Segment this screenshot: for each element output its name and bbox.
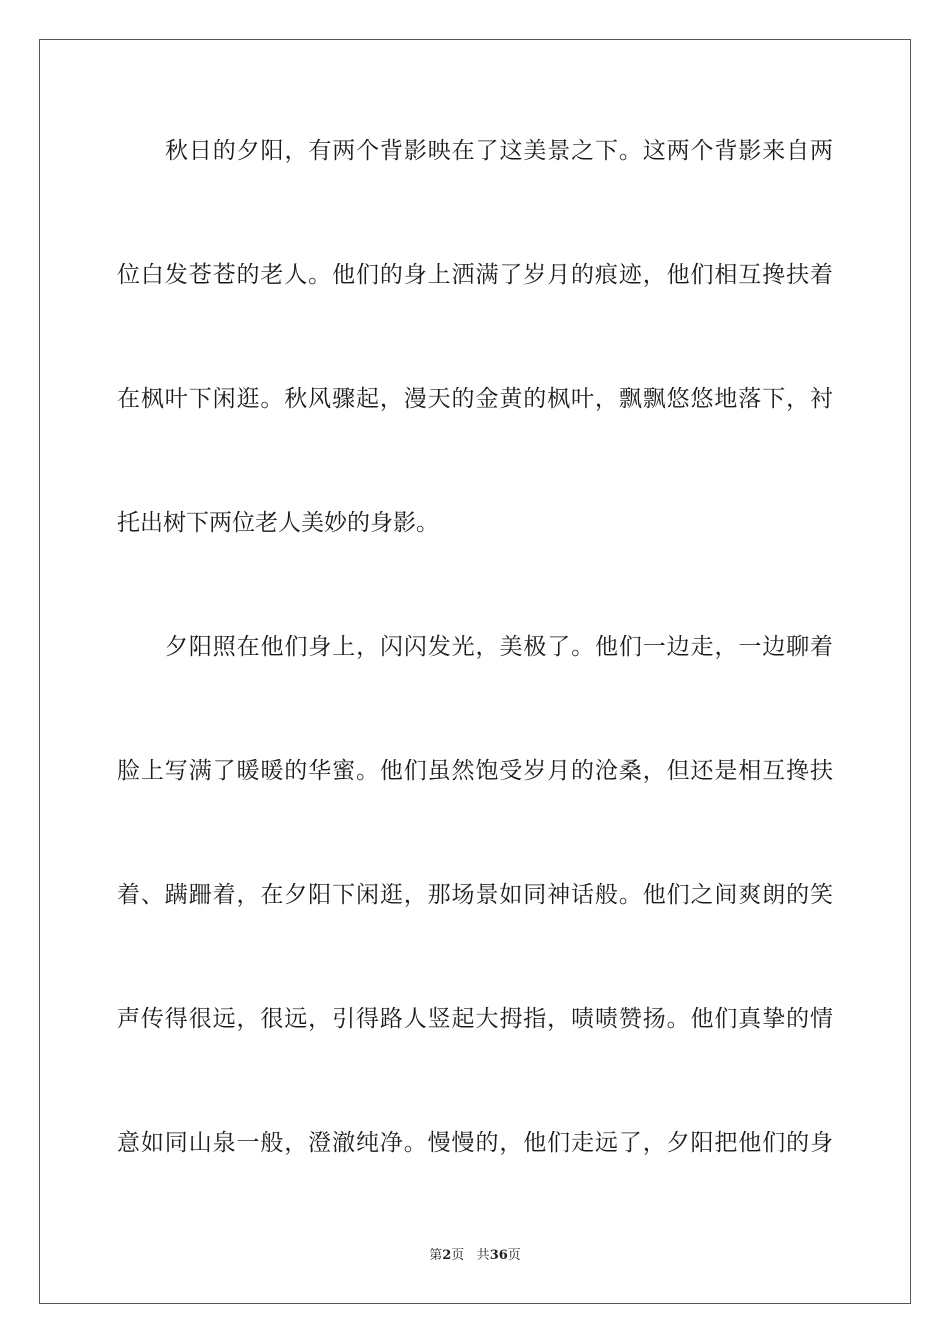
paragraph-2-line-1: 夕阳照在他们身上，闪闪发光，美极了。他们一边走，一边聊着	[165, 634, 833, 660]
page-border	[39, 39, 911, 1304]
page-footer	[0, 1247, 950, 1265]
paragraph-1-line-2: 位白发苍苍的老人。他们的身上洒满了岁月的痕迹，他们相互搀扶着	[117, 262, 833, 288]
footer-total-pages: 36	[489, 1248, 508, 1263]
paragraph-2-line-3: 着、蹒跚着，在夕阳下闲逛，那场景如同神话般。他们之间爽朗的笑	[117, 882, 833, 908]
paragraph-2-line-4: 声传得很远，很远，引得路人竖起大拇指，啧啧赞扬。他们真挚的情	[117, 1006, 833, 1032]
paragraph-1-line-1: 秋日的夕阳，有两个背影映在了这美景之下。这两个背影来自两	[165, 138, 833, 164]
paragraph-2-line-2: 脸上写满了暖暖的华蜜。他们虽然饱受岁月的沧桑，但还是相互搀扶	[117, 758, 833, 784]
paragraph-1-line-3: 在枫叶下闲逛。秋风骤起，漫天的金黄的枫叶，飘飘悠悠地落下，衬	[117, 386, 833, 412]
paragraph-1-line-4: 托出树下两位老人美妙的身影。	[117, 510, 439, 536]
footer-total-prefix: 共	[476, 1248, 490, 1263]
footer-prefix: 第	[429, 1248, 443, 1263]
paragraph-2-line-5: 意如同山泉一般，澄澈纯净。慢慢的，他们走远了，夕阳把他们的身	[117, 1130, 833, 1156]
footer-page-suffix: 页	[451, 1248, 465, 1263]
footer-current-page: 2	[442, 1248, 452, 1263]
footer-total-suffix: 页	[507, 1248, 521, 1263]
